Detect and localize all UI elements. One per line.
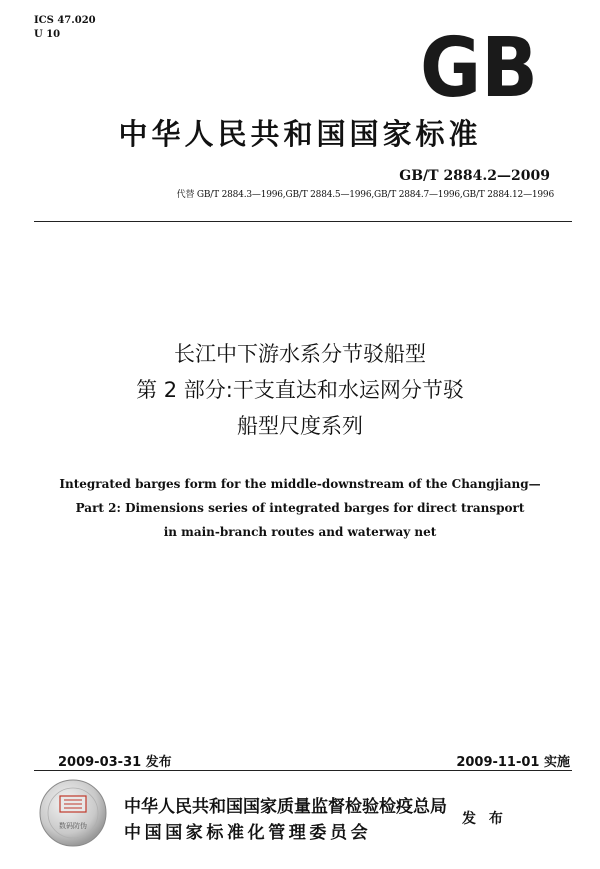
issuer-line: 中华人民共和国国家质量监督检验检疫总局 (124, 797, 447, 817)
issuing-authorities (124, 794, 447, 846)
english-title-line: Part 2: Dimensions series of integrated barges for direct transport (75, 501, 525, 515)
standard-number: GB/T 2884.2—2009 (399, 168, 550, 184)
issuer-line: 中国国家标准化管理委员会 (124, 823, 372, 843)
chinese-title-line: 长江中下游水系分节驳船型 (174, 342, 426, 366)
publish-label: 发 布 (462, 811, 507, 827)
chinese-title (0, 336, 600, 444)
ccs-code: U 10 (34, 29, 61, 40)
issue-date: 2009-03-31 发布 (58, 755, 172, 770)
standard-category: 中华人民共和国国家标准 (118, 117, 482, 151)
header-divider (34, 221, 572, 222)
implementation-date: 2009-11-01 实施 (456, 755, 570, 770)
gb-logo-text: GB (420, 28, 538, 102)
seal-label: 数码防伪 (59, 822, 87, 830)
chinese-title-line: 第 2 部分:干支直达和水运网分节驳 (136, 378, 464, 402)
english-title-line: Integrated barges form for the middle-downstream of the Changjiang— (59, 477, 541, 491)
english-title (0, 472, 600, 544)
english-title-line: in main-branch routes and waterway net (163, 525, 437, 539)
classification-codes (34, 14, 96, 42)
chinese-title-line: 船型尺度系列 (237, 414, 363, 438)
anti-counterfeit-seal-icon (38, 778, 108, 848)
gb-logo (418, 28, 540, 102)
ics-code: ICS 47.020 (34, 15, 96, 26)
footer-divider (34, 770, 572, 771)
replaces-note: 代替 GB/T 2884.3—1996,GB/T 2884.5—1996,GB/T 2884.7—1996,GB/T 2884.12—1996 (176, 190, 554, 200)
